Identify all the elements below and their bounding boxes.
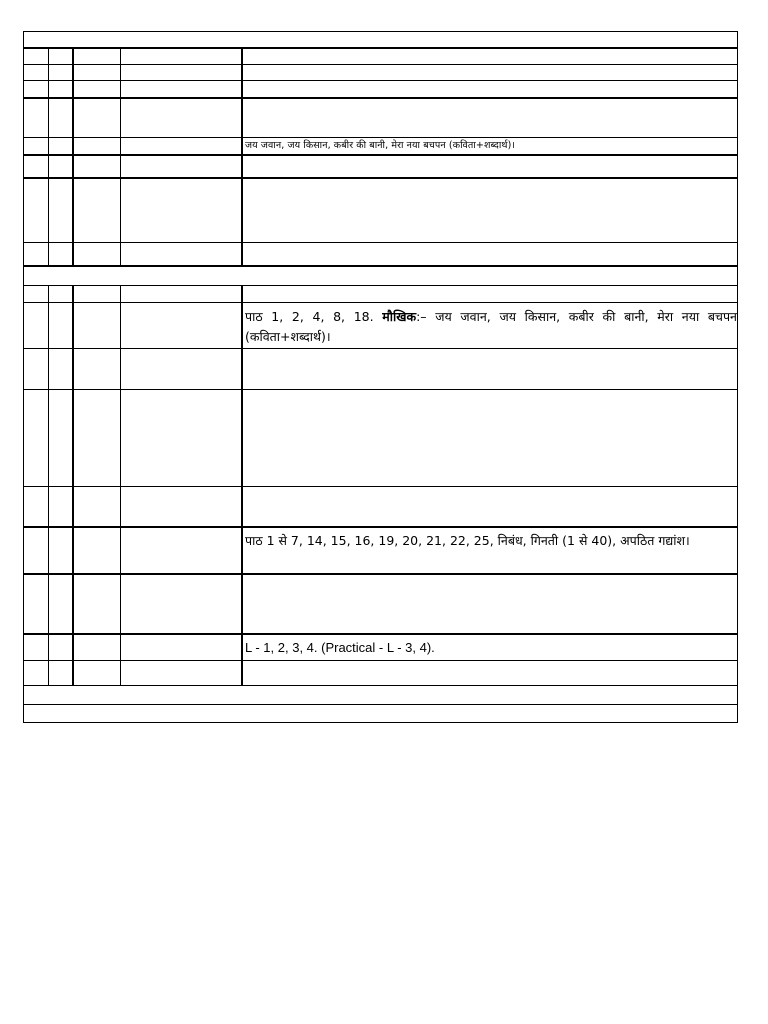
row-divider [24,137,737,138]
row-divider [24,526,737,528]
row-15-topics: पाठ 1 से 7, 14, 15, 16, 19, 20, 21, 22, 25, निबंध, गिनती (1 से 40), अपठित गद्यांश। [245,533,690,548]
lessons-list: पाठ 1, 2, 4, 8, 18. [245,309,374,324]
column-divider [72,47,74,265]
row-17-topics: L - 1, 2, 3, 4. (Practical - L - 3, 4). [245,640,435,655]
row-divider [24,154,737,156]
oral-topics: :– जय जवान, जय किसान, कबीर की बानी, मेरा नया बचपन (कविता+शब्दार्थ)। [245,309,737,344]
row-divider [24,685,737,686]
row-divider [24,265,737,267]
row-divider [24,285,737,286]
row-divider [24,80,737,81]
row-divider [24,47,737,49]
row-divider [24,486,737,487]
column-divider [241,285,243,685]
row-11-topics [245,307,737,347]
row-divider [24,302,737,303]
row-divider [24,97,737,99]
row-divider [24,64,737,65]
row-divider [24,633,737,635]
oral-label: मौखिक [382,309,417,324]
column-divider [72,285,74,685]
row-divider [24,573,737,575]
row-divider [24,660,737,661]
column-divider [48,285,49,685]
row-divider [24,389,737,390]
column-divider [48,47,49,265]
row-6-topics: जय जवान, जय किसान, कबीर की बानी, मेरा नया बचपन (कविता+शब्दार्थ)। [245,140,516,151]
row-divider [24,242,737,243]
row-divider [24,348,737,349]
row-divider [24,177,737,179]
syllabus-table [23,31,738,723]
column-divider [241,47,243,265]
column-divider [120,285,121,685]
column-divider [120,47,121,265]
row-divider [24,704,737,705]
